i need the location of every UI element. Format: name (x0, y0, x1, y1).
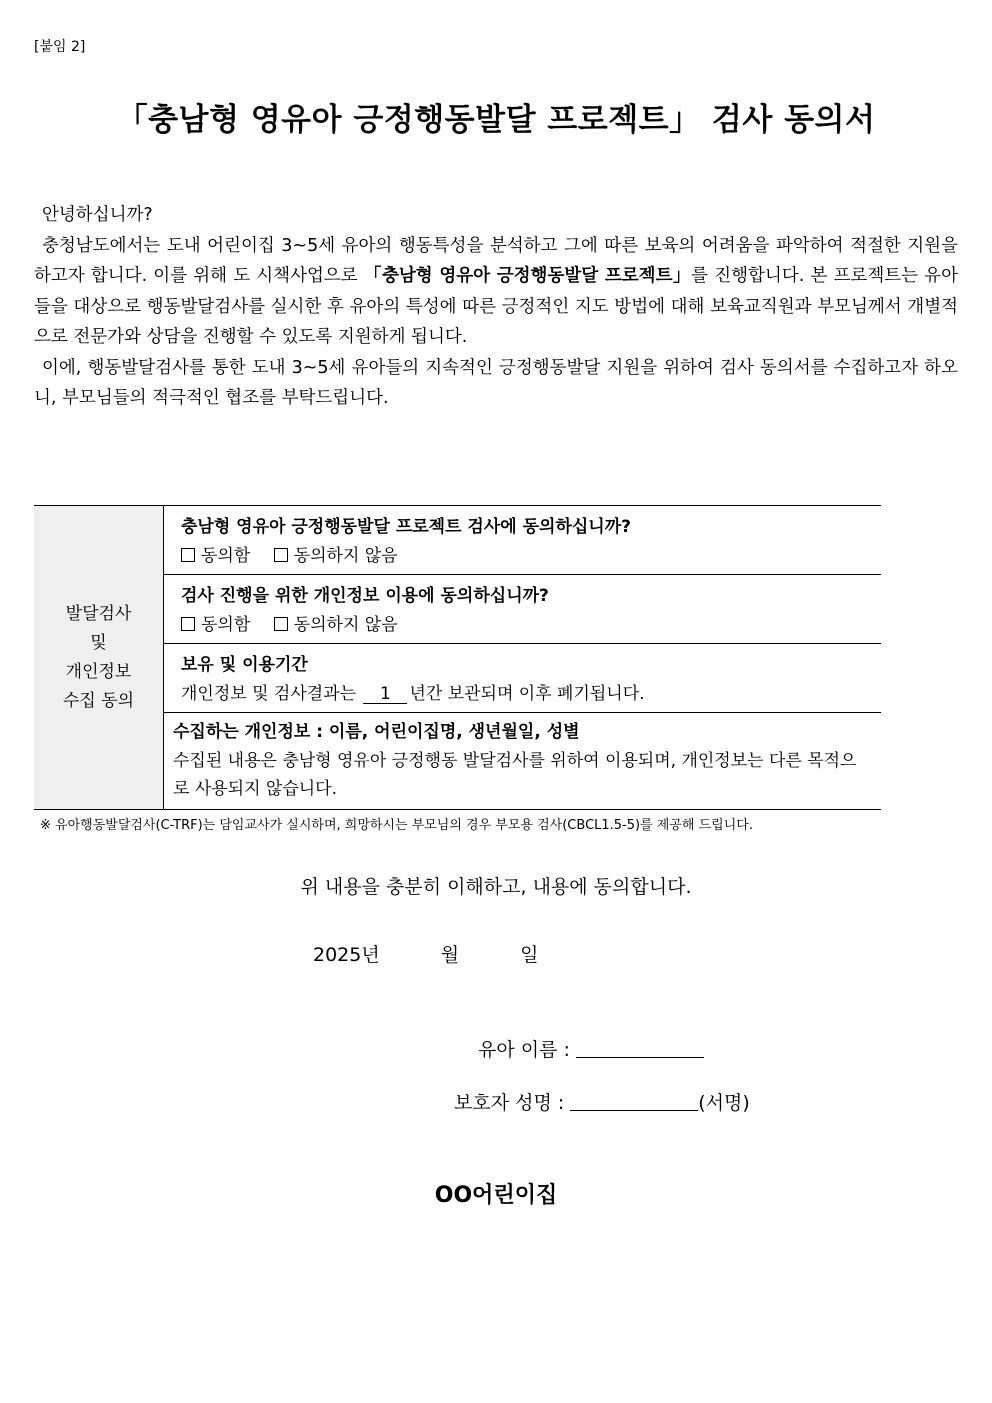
checkbox-icon (274, 548, 288, 562)
attachment-label: [붙임 2] (34, 39, 86, 55)
privacy-agree-checkbox[interactable]: 동의함 (181, 615, 250, 635)
guardian-signature-line (454, 1088, 750, 1115)
organization-name: OO어린이집 (434, 1183, 558, 1208)
retention-text: 개인정보 및 검사결과는 1 년간 보관되며 이후 폐기됩니다. (181, 684, 645, 704)
intro-paragraph-1: 충청남도에서는 도내 어린이집 3~5세 유아의 행동특성을 분석하고 그에 따른 보육의 어려움을 파악하여 적절한 지원을 하고자 합니다. 이를 위해 도 시책사업으로 「충남형 영유아 긍정행동발달 프로젝트」를 진행합니다. 본 프로젝트는 유아들을 대상으로 행동발달검사를 실시한 후 유아의 특성에 따른 긍정적인 지도 방법에 대해 보육교직원과 부모님께서 개별적으로 전문가와 상담을 진행할 수 있도록 지원하게 됩니다. (34, 235, 958, 347)
guardian-name-label: 보호자 성명 : (454, 1092, 565, 1114)
consent-row-collected-info (164, 713, 882, 810)
child-name-line (478, 1035, 704, 1062)
footnote: ※ 유아행동발달검사(C-TRF)는 담임교사가 실시하며, 희망하시는 부모님의 경우 부모용 검사(CBCL1.5-5)를 제공해 드립니다. (40, 818, 753, 833)
date-year: 2025년 (313, 944, 380, 966)
retention-years-field[interactable]: 1 (363, 685, 407, 704)
child-name-field[interactable] (576, 1039, 704, 1058)
checkbox-icon (181, 548, 195, 562)
collected-info-title: 수집하는 개인정보 : 이름, 어린이집명, 생년월일, 성별 (173, 722, 580, 742)
consent-category-cell: 발달검사 및 개인정보 수집 동의 (34, 506, 164, 810)
guardian-name-field[interactable] (570, 1092, 698, 1111)
intro-paragraph-2: 이에, 행동발달검사를 통한 도내 3~5세 유아들의 지속적인 긍정행동발달 지원을 위하여 검사 동의서를 수집하고자 하오니, 부모님들의 적극적인 협조를 부탁드립니다. (34, 357, 958, 408)
date-month[interactable]: 월 (440, 944, 460, 966)
date-day[interactable]: 일 (520, 944, 539, 966)
date-line (313, 940, 539, 967)
seal-label: (서명) (698, 1092, 750, 1114)
consent-row-privacy (164, 575, 882, 644)
collected-info-text: 수집된 내용은 충남형 영유아 긍정행동 발달검사를 위하여 이용되며, 개인정보는 다른 목적으로 사용되지 않습니다. (173, 751, 857, 799)
intro-section (34, 200, 958, 414)
exam-agree-checkbox[interactable]: 동의함 (181, 546, 250, 566)
checkbox-icon (181, 617, 195, 631)
consent-row-exam (164, 506, 882, 575)
consent-table (34, 505, 881, 810)
privacy-disagree-checkbox[interactable]: 동의하지 않음 (274, 615, 398, 635)
checkbox-icon (274, 617, 288, 631)
exam-consent-question: 충남형 영유아 긍정행동발달 프로젝트 검사에 동의하십니까? (181, 517, 632, 537)
consent-row-retention (164, 644, 882, 713)
agreement-statement: 위 내용을 충분히 이해하고, 내용에 동의합니다. (300, 876, 692, 898)
privacy-consent-question: 검사 진행을 위한 개인정보 이용에 동의하십니까? (181, 586, 549, 606)
retention-title: 보유 및 이용기간 (181, 655, 308, 675)
document-title: 「충남형 영유아 긍정행동발달 프로젝트」 검사 동의서 (116, 102, 876, 138)
child-name-label: 유아 이름 : (478, 1039, 570, 1061)
greeting: 안녕하십니까? (42, 205, 153, 225)
exam-disagree-checkbox[interactable]: 동의하지 않음 (274, 546, 398, 566)
